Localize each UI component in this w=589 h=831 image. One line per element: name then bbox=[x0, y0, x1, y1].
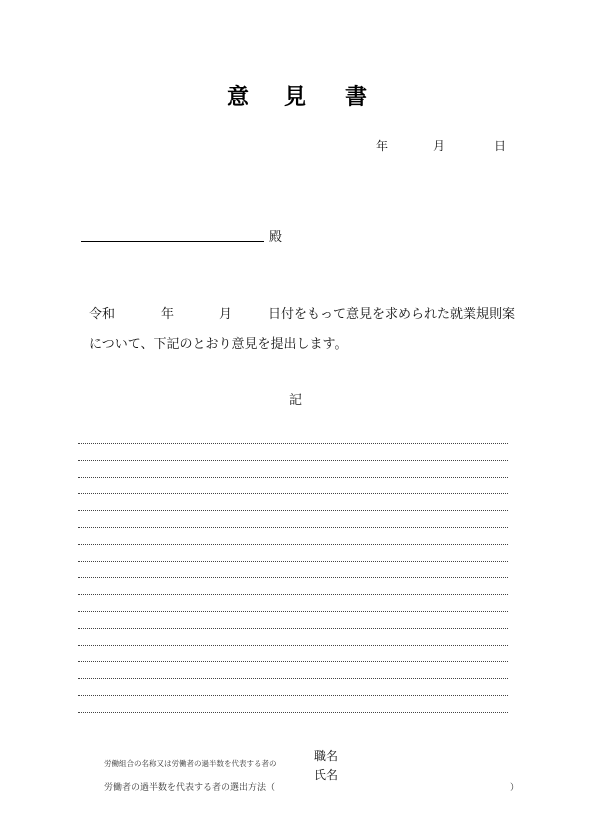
opinion-dotted-line bbox=[78, 544, 508, 545]
body-text-1: 日付をもって意見を求められた就業規則案 bbox=[268, 307, 516, 322]
date-day-label: 日 bbox=[494, 139, 507, 153]
date-month-label: 月 bbox=[433, 139, 446, 153]
selection-method-label: 労働者の過半数を代表する者の選出方法（ bbox=[104, 783, 276, 793]
title-char-2: 見 bbox=[284, 85, 307, 110]
opinion-dotted-line bbox=[78, 628, 508, 629]
selection-method-close-paren: ） bbox=[510, 783, 520, 793]
body-year-label: 年 bbox=[161, 307, 175, 322]
opinion-dotted-line bbox=[78, 577, 508, 578]
opinion-dotted-line bbox=[78, 661, 508, 662]
addressee-suffix: 殿 bbox=[269, 230, 283, 245]
union-name-label: 労働組合の名称又は労働者の過半数を代表する者の bbox=[104, 759, 277, 768]
ki-heading: 記 bbox=[289, 393, 303, 408]
era-label: 令和 bbox=[89, 307, 116, 322]
title-char-1: 意 bbox=[227, 85, 250, 110]
opinion-dotted-line bbox=[78, 493, 508, 494]
body-paragraph-line-2: について、下記のとおり意見を提出します。 bbox=[89, 337, 348, 352]
opinion-dotted-line bbox=[78, 695, 508, 696]
title-char-3: 書 bbox=[345, 85, 368, 110]
opinion-dotted-line bbox=[78, 460, 508, 461]
date-year-label: 年 bbox=[376, 139, 389, 153]
opinion-dotted-line bbox=[78, 611, 508, 612]
opinion-dotted-line bbox=[78, 561, 508, 562]
opinion-dotted-line bbox=[78, 678, 508, 679]
opinion-dotted-line bbox=[78, 477, 508, 478]
addressee-blank-line bbox=[81, 241, 264, 242]
body-month-label: 月 bbox=[219, 307, 233, 322]
position-label: 職名 bbox=[314, 749, 339, 763]
opinion-dotted-line bbox=[78, 527, 508, 528]
opinion-dotted-line bbox=[78, 443, 508, 444]
opinion-dotted-line bbox=[78, 510, 508, 511]
opinion-dotted-line bbox=[78, 594, 508, 595]
opinion-dotted-line bbox=[78, 645, 508, 646]
name-label: 氏名 bbox=[314, 768, 339, 782]
opinion-dotted-line bbox=[78, 712, 508, 713]
